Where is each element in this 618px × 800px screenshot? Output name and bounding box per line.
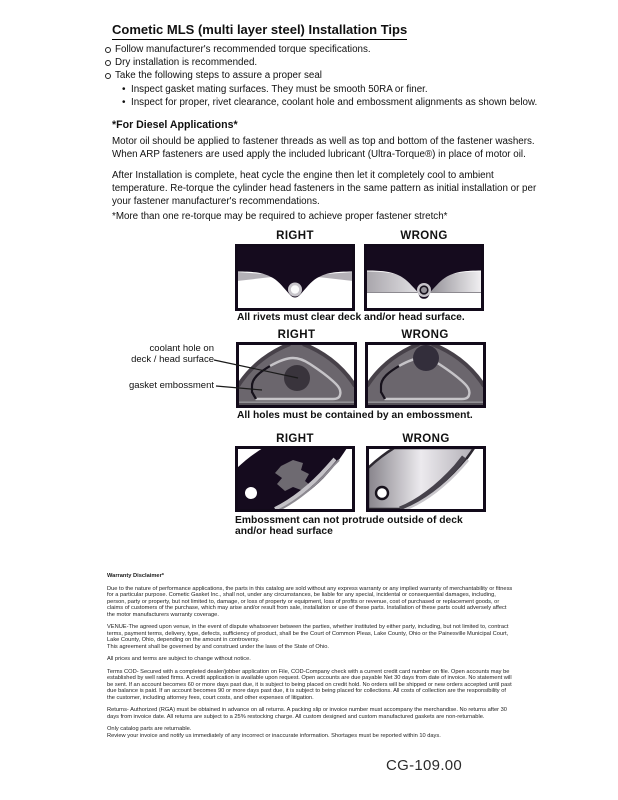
- right-label: RIGHT: [276, 433, 314, 445]
- coolant-hole-label: [94, 344, 214, 365]
- list-item: [122, 83, 545, 96]
- wrong-label: WRONG: [401, 329, 449, 341]
- row2-caption: All holes must be contained by an embossment.: [237, 410, 473, 421]
- coolant-hole-label-line1: coolant hole on: [149, 343, 214, 354]
- page-title: Cometic MLS (multi layer steel) Installation Tips: [112, 22, 407, 40]
- row3-caption-line2: and/or head surface: [235, 526, 333, 537]
- rivet-clearance-wrong-diagram: [364, 244, 484, 311]
- list-item-text: Dry installation is recommended.: [115, 57, 258, 69]
- right-label: RIGHT: [277, 329, 316, 341]
- coolant-hole-label-line2: deck / head surface: [131, 353, 214, 365]
- right-label: RIGHT: [276, 230, 314, 242]
- returns-paragraph: Returns- Authorized (RGA) must be obtained in advance on all returns. A packing slip or invoice number must accompany the merchandise. No returns after 30 days from invoice date. All returns are subject to a 25% restocking charge. All custom designed and custom manufactured gaskets are non-returnable.: [107, 707, 507, 720]
- list-item-text: Follow manufacturer's recommended torque specifications.: [115, 44, 371, 55]
- diesel-heading: *For Diesel Applications*: [112, 119, 238, 131]
- gasket-embossment-label: gasket embossment: [128, 380, 214, 391]
- terms-paragraph: Terms COD- Secured with a completed dealer/jobber application on File, COD-Company check with a current credit card number on file. Open accounts may be established by well rated firms. A credit application is available upon request. Open accounts are due payable Net 30 days from date of invoice. No statement will be sent. If an account becomes 60 or more days past due, it is subject to being placed on credit hold. No orders will be shipped or new orders accepted until past due balance is paid. If an account becomes 90 or more days past due, it is subject to being placed for collections. All costs of collection are the responsibility of the customer, including attorney fees, court costs, and other expenses of litigation.: [107, 668, 512, 701]
- list-item: [105, 69, 545, 82]
- list-item: [105, 56, 545, 69]
- list-item: [122, 96, 545, 109]
- diesel-paragraph-2: After Installation is complete, heat cycle the engine then let it completely cool to ambient temperature. Re-torque the cylinder head fasteners in the same pattern as initial installation or per your fastener manufacturer's recommendations.: [112, 170, 537, 207]
- diesel-paragraph-1: Motor oil should be applied to fastener threads as well as top and bottom of the fastener washers. When ARP fasteners are used apply the included lubricant (Ultra-Torque®) in place of motor oil.: [112, 136, 535, 160]
- list-item-text: Inspect for proper, rivet clearance, coolant hole and embossment alignments as shown below.: [131, 96, 538, 108]
- warranty-heading: Warranty Disclaimer*: [107, 573, 165, 579]
- row3-caption: [235, 515, 495, 537]
- wrong-label: WRONG: [400, 230, 448, 242]
- prices-paragraph: All prices and terms are subject to change without notice.: [107, 656, 251, 662]
- catalog-parts-line: Only catalog parts are returnable.: [107, 726, 192, 732]
- install-tips-list: [105, 43, 545, 109]
- coolant-hole-wrong-diagram: [365, 342, 486, 408]
- list-item-text: Take the following steps to assure a proper seal: [115, 70, 322, 82]
- venue-paragraph: VENUE-The agreed upon venue, in the event of dispute whatsoever between the parties, whether instituted by either party, including, but not limited to, contract terms, payment terms, delivery, type, defects, sufficiency of product, shall be the Court of Common Pleas, Lake County, Ohio or the Painesville Municipal Court, Lake County, Ohio, depending on the amount in controversy.: [107, 624, 509, 643]
- warranty-disclaimer-block: [107, 573, 515, 739]
- list-item-text: Inspect gasket mating surfaces. They must be smooth 50RA or finer.: [131, 83, 428, 95]
- row3-caption-line1: Embossment can not protrude outside of deck: [235, 515, 463, 526]
- retorque-note: *More than one re-torque may be required to achieve proper fastener stretch*: [112, 211, 448, 222]
- coolant-hole-right-diagram: [236, 342, 357, 408]
- embossment-right-diagram: [235, 446, 355, 512]
- venue-paragraph-2: This agreement shall be governed by and construed under the laws of the State of Ohio.: [107, 643, 329, 650]
- warranty-paragraph: Due to the nature of performance applications, the parts in this catalog are sold without any express warranty or any implied warranty of merchantability or fitness for a particular purpose. Cometic Gasket Inc., shall not, under any circumstances, be liable for any special, incidental or consequential damages, including, person, party or property, but not limited to, damage, or loss of property or equipment, loss of profits or revenue, cost of purchased or replacement goods, or claims of customers of the purchase, which may arise and/or result from sale, installation or use of these parts. Installation of these parts could adversely affect the motor manufacturers warranty coverage.: [107, 585, 513, 618]
- rivet-clearance-right-diagram: [235, 244, 355, 311]
- row1-caption: All rivets must clear deck and/or head surface.: [237, 312, 465, 323]
- list-item: [105, 43, 545, 56]
- embossment-wrong-diagram: [366, 446, 486, 512]
- catalog-page-code: CG-109.00: [386, 757, 463, 774]
- wrong-label: WRONG: [402, 433, 450, 445]
- invoice-review-line: Review your invoice and notify us immediately of any incorrect or inaccurate information. Shortages must be reported within 10 days.: [107, 732, 441, 739]
